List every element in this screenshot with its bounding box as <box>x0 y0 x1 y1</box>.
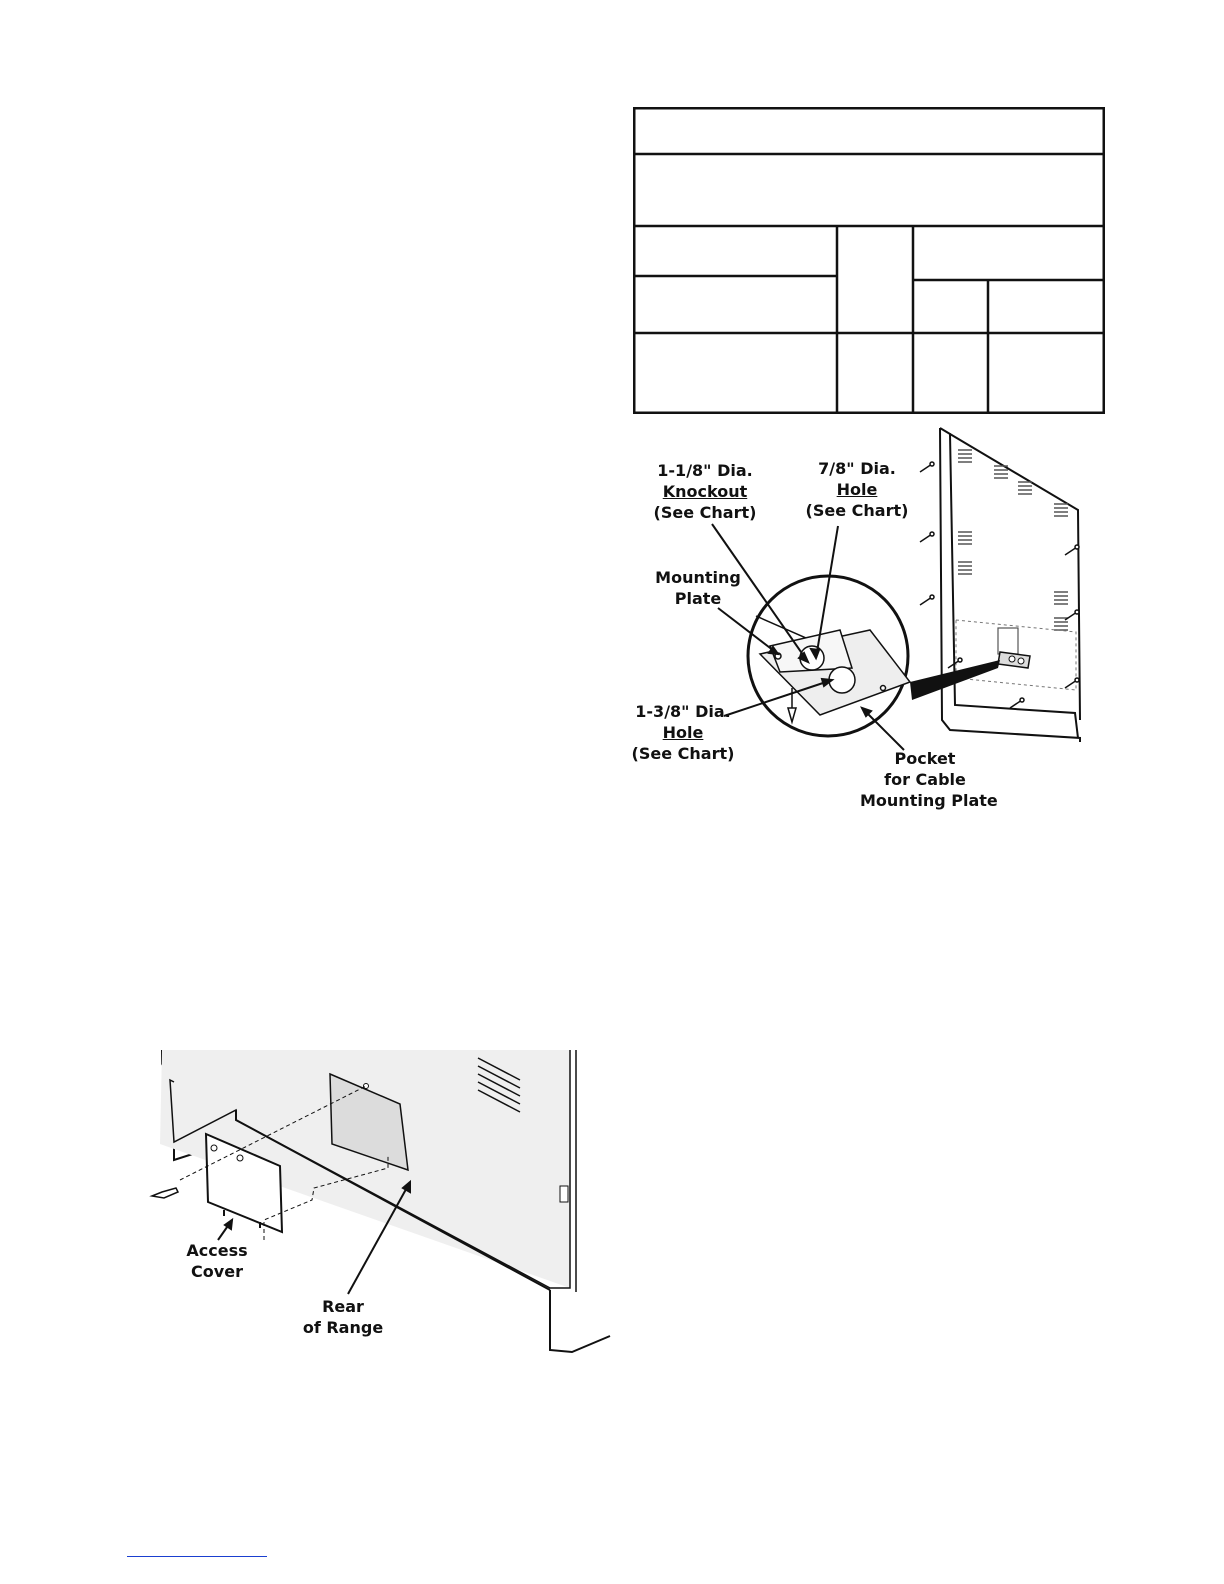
rear-of-range-line1: Rear <box>322 1297 364 1316</box>
pocket-line1: Pocket <box>894 749 956 768</box>
knockout-word: Knockout <box>662 482 748 501</box>
hole-small-see-chart: (See Chart) <box>805 501 909 520</box>
top-leader-lines <box>600 440 940 770</box>
hole-large-word: Hole <box>662 723 704 742</box>
pocket-line2: for Cable <box>884 770 966 789</box>
hole-small-word: Hole <box>836 480 878 499</box>
cable-chart-table <box>633 107 1105 414</box>
access-cover-label <box>172 1240 262 1282</box>
access-cover-line1: Access <box>186 1241 248 1260</box>
mounting-plate-line1: Mounting <box>655 568 741 587</box>
rear-of-range-line2: of Range <box>302 1318 384 1337</box>
pocket-line3: Mounting Plate <box>860 791 998 810</box>
rear-of-range-label <box>293 1296 393 1338</box>
knockout-see-chart: (See Chart) <box>653 503 757 522</box>
access-cover-line2: Cover <box>191 1262 243 1281</box>
hole-large-dia: 1-3/8" Dia. <box>635 702 731 721</box>
vent-1 <box>958 450 972 462</box>
hole-large-see-chart: (See Chart) <box>631 744 735 763</box>
footer-link-line[interactable] <box>127 1556 267 1557</box>
mounting-plate-line2: Plate <box>674 589 722 608</box>
knockout-dia: 1-1/8" Dia. <box>657 461 753 480</box>
hole-small-dia: 7/8" Dia. <box>818 459 896 478</box>
